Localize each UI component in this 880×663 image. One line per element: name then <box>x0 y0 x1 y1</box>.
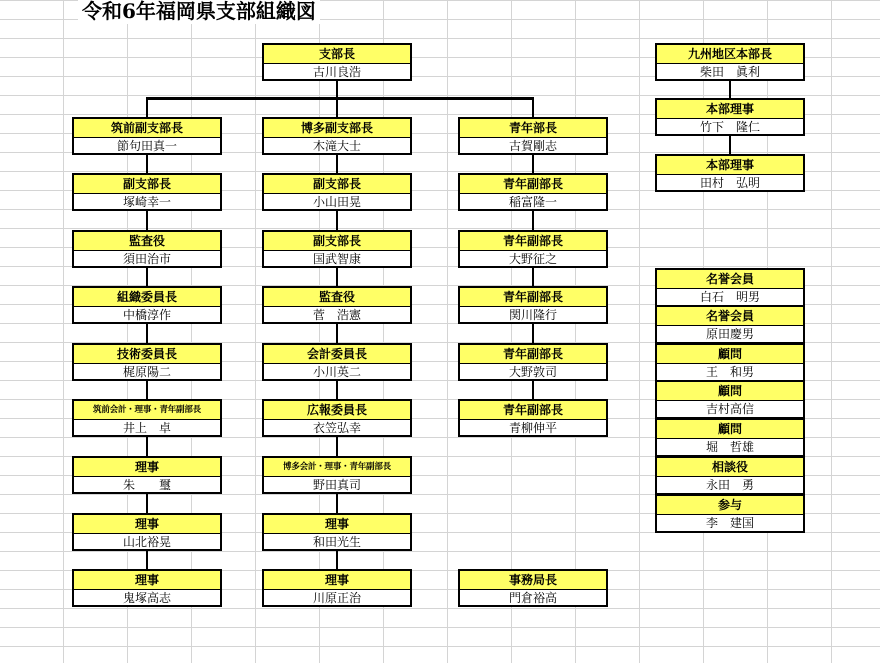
hakata-box-4 <box>262 286 412 324</box>
advisor-box-2 <box>655 305 805 344</box>
role-title: 理事 <box>264 571 410 590</box>
role-title: 顧問 <box>657 420 803 439</box>
member-name: 門倉裕高 <box>508 591 557 605</box>
advisor-box-7 <box>655 494 805 533</box>
role-title: 支部長 <box>264 45 410 64</box>
member-name: 李 建国 <box>705 516 754 530</box>
youth-box-6 <box>458 399 608 437</box>
connector-line <box>146 211 148 230</box>
member-name: 青柳伸平 <box>508 421 557 435</box>
member-name: 節句田真一 <box>116 139 177 153</box>
chikuzen-box-6 <box>72 399 222 437</box>
chikuzen-box-1 <box>72 117 222 155</box>
connector-line <box>336 381 338 399</box>
member-name: 衣笠弘幸 <box>312 421 361 435</box>
role-title: 本部理事 <box>657 100 803 119</box>
connector-line <box>146 494 148 513</box>
connector-line <box>336 324 338 343</box>
chikuzen-box-9 <box>72 569 222 607</box>
role-title: 広報委員長 <box>264 401 410 420</box>
member-name: 関川隆行 <box>508 308 557 322</box>
chikuzen-box-8 <box>72 513 222 551</box>
youth-box-2 <box>458 173 608 211</box>
role-title: 筑前会計・理事・青年副部長 <box>74 401 220 420</box>
hakata-box-9 <box>262 569 412 607</box>
advisor-box-4 <box>655 380 805 419</box>
connector-line <box>336 155 338 173</box>
advisor-box-3 <box>655 343 805 382</box>
connector-line <box>532 100 534 117</box>
member-name: 王 和男 <box>705 365 754 379</box>
member-name: 小山田晃 <box>312 195 361 209</box>
connector-line <box>146 551 148 569</box>
member-name: 堀 哲雄 <box>705 440 754 454</box>
role-title: 青年部長 <box>460 119 606 138</box>
role-title: 青年副部長 <box>460 345 606 364</box>
member-name: 和田光生 <box>312 535 361 549</box>
role-title: 副支部長 <box>264 232 410 251</box>
hakata-box-8 <box>262 513 412 551</box>
role-title: 博多副支部長 <box>264 119 410 138</box>
connector-line <box>729 81 731 98</box>
role-title: 相談役 <box>657 458 803 477</box>
hq-box-2 <box>655 98 805 136</box>
role-title: 会計委員長 <box>264 345 410 364</box>
youth-box-5 <box>458 343 608 381</box>
role-title: 理事 <box>74 515 220 534</box>
member-name: 朱 璽 <box>122 478 171 492</box>
connector-line <box>336 81 338 98</box>
role-title: 組織委員長 <box>74 288 220 307</box>
member-name: 吉村高信 <box>705 402 754 416</box>
youth-box-4 <box>458 286 608 324</box>
role-title: 顧問 <box>657 382 803 401</box>
connector-line <box>336 551 338 569</box>
member-name: 竹下 隆仁 <box>699 120 760 134</box>
member-name: 古賀剛志 <box>508 139 557 153</box>
chikuzen-box-7 <box>72 456 222 494</box>
connector-line <box>146 268 148 286</box>
member-name: 古川良浩 <box>312 65 361 79</box>
branch-chief-box <box>262 43 412 81</box>
member-name: 野田真司 <box>312 478 361 492</box>
connector-line <box>336 268 338 286</box>
member-name: 梶原陽二 <box>122 365 171 379</box>
connector-line <box>336 211 338 230</box>
role-title: 技術委員長 <box>74 345 220 364</box>
chart-title: 令和6年福岡県支部組織図 <box>78 0 320 24</box>
member-name: 小川英二 <box>312 365 361 379</box>
connector-line <box>532 268 534 286</box>
youth-box-1 <box>458 117 608 155</box>
role-title: 博多会計・理事・青年副部長 <box>264 458 410 477</box>
role-title: 顧問 <box>657 345 803 364</box>
role-title: 名誉会員 <box>657 270 803 289</box>
member-name: 永田 勇 <box>705 478 754 492</box>
hakata-box-7 <box>262 456 412 494</box>
secretariat-box <box>458 569 608 607</box>
member-name: 中橋淳作 <box>122 308 171 322</box>
role-title: 監査役 <box>264 288 410 307</box>
role-title: 青年副部長 <box>460 288 606 307</box>
role-title: 筑前副支部長 <box>74 119 220 138</box>
role-title: 名誉会員 <box>657 307 803 326</box>
member-name: 川原正治 <box>312 591 361 605</box>
hakata-box-2 <box>262 173 412 211</box>
connector-line <box>146 381 148 399</box>
advisor-box-6 <box>655 456 805 495</box>
connector-line <box>532 211 534 230</box>
hq-box-1 <box>655 43 805 81</box>
connector-line <box>146 155 148 173</box>
hakata-box-5 <box>262 343 412 381</box>
role-title: 副支部長 <box>74 175 220 194</box>
member-name: 木滝大士 <box>312 139 361 153</box>
hq-box-3 <box>655 154 805 192</box>
role-title: 副支部長 <box>264 175 410 194</box>
role-title: 理事 <box>264 515 410 534</box>
chikuzen-box-3 <box>72 230 222 268</box>
role-title: 参与 <box>657 496 803 515</box>
connector-line <box>146 100 148 117</box>
connector-line <box>729 136 731 154</box>
connector-line <box>336 494 338 513</box>
chikuzen-box-2 <box>72 173 222 211</box>
member-name: 白石 明男 <box>699 290 760 304</box>
connector-line <box>146 324 148 343</box>
connector-line <box>336 100 338 117</box>
role-title: 青年副部長 <box>460 175 606 194</box>
member-name: 大野征之 <box>508 252 557 266</box>
member-name: 大野敦司 <box>508 365 557 379</box>
role-title: 九州地区本部長 <box>657 45 803 64</box>
hakata-box-3 <box>262 230 412 268</box>
connector-line <box>532 324 534 343</box>
connector-line <box>336 437 338 456</box>
advisor-box-5 <box>655 418 805 457</box>
chikuzen-box-4 <box>72 286 222 324</box>
member-name: 柴田 眞利 <box>699 65 760 79</box>
member-name: 井上 卓 <box>122 421 171 435</box>
role-title: 青年副部長 <box>460 232 606 251</box>
advisor-box-1 <box>655 268 805 307</box>
role-title: 理事 <box>74 458 220 477</box>
connector-line <box>532 155 534 173</box>
role-title: 監査役 <box>74 232 220 251</box>
youth-box-3 <box>458 230 608 268</box>
branch-bar-line <box>146 97 534 100</box>
role-title: 本部理事 <box>657 156 803 175</box>
hakata-box-1 <box>262 117 412 155</box>
connector-line <box>532 381 534 399</box>
member-name: 国武智康 <box>312 252 361 266</box>
chikuzen-box-5 <box>72 343 222 381</box>
role-title: 理事 <box>74 571 220 590</box>
member-name: 須田治市 <box>122 252 171 266</box>
member-name: 田村 弘明 <box>699 176 760 190</box>
member-name: 塚崎幸一 <box>122 195 171 209</box>
role-title: 事務局長 <box>460 571 606 590</box>
member-name: 鬼塚高志 <box>122 591 171 605</box>
member-name: 菅 浩憲 <box>312 308 361 322</box>
role-title: 青年副部長 <box>460 401 606 420</box>
connector-line <box>146 437 148 456</box>
hakata-box-6 <box>262 399 412 437</box>
member-name: 山北裕晃 <box>122 535 171 549</box>
member-name: 原田慶男 <box>705 327 754 341</box>
member-name: 稲富隆一 <box>508 195 557 209</box>
